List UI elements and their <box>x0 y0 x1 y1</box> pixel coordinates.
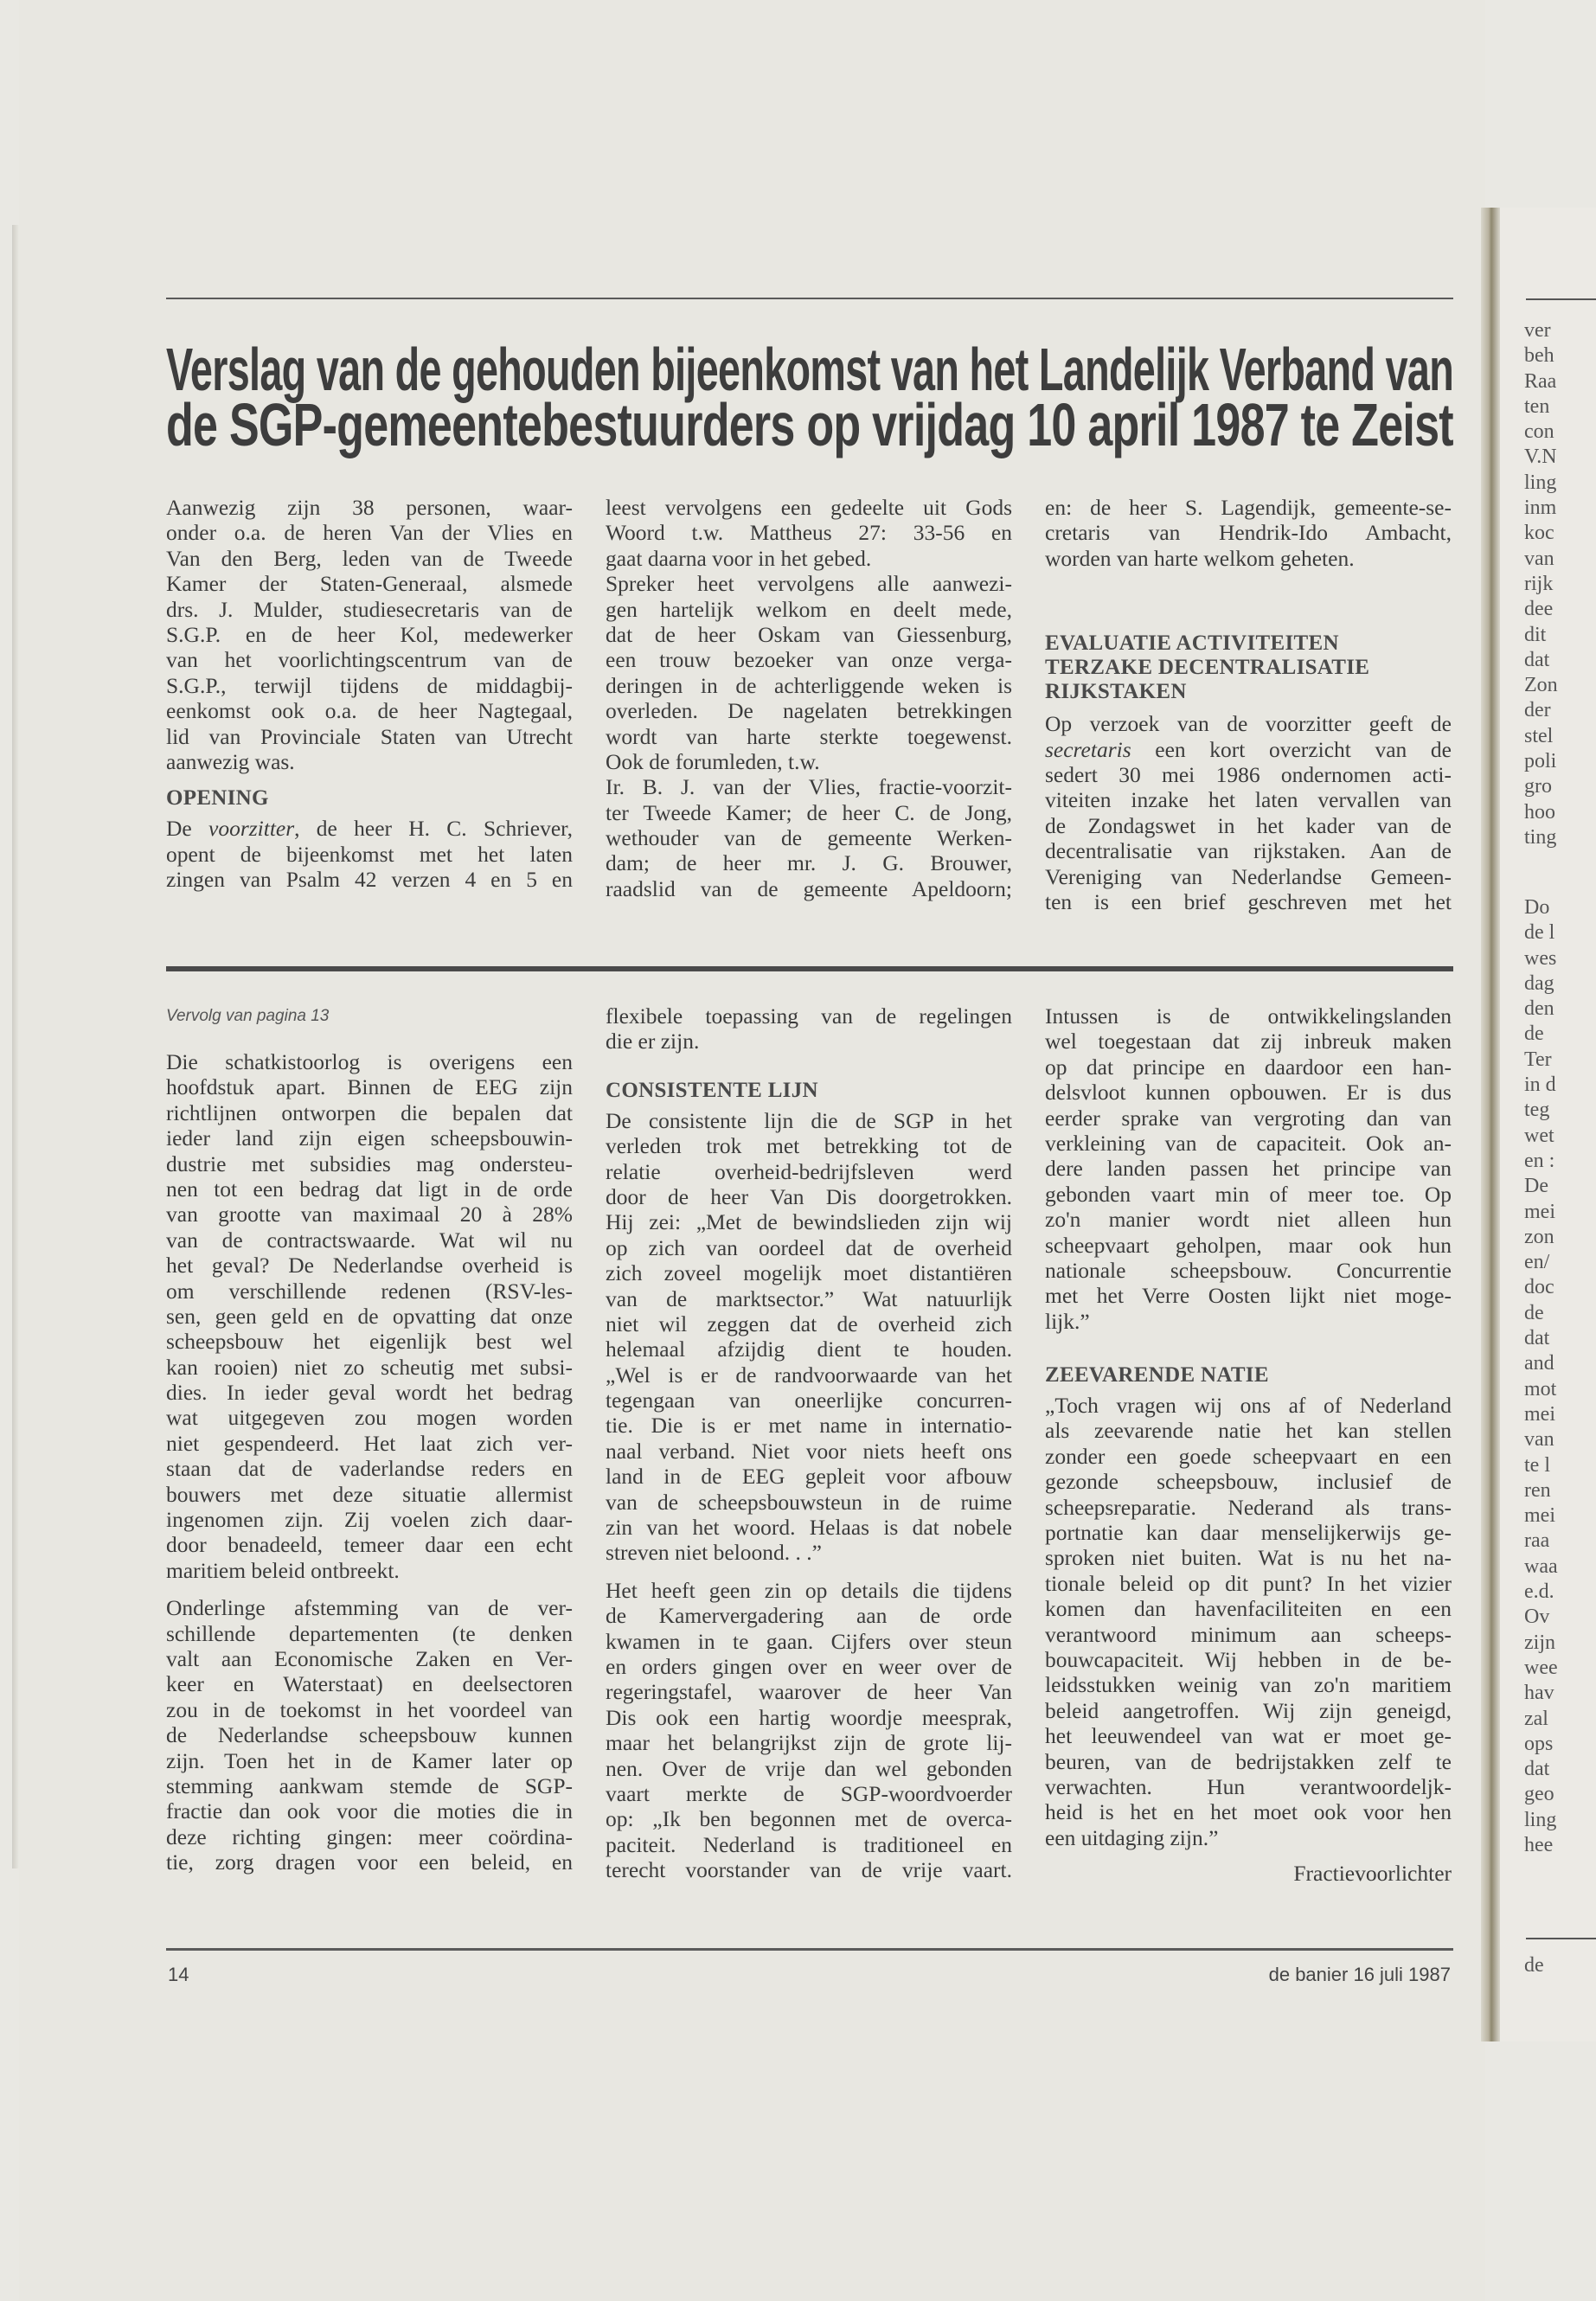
text-line: Onderlinge afstemming van de ver- <box>166 1595 573 1621</box>
text-line: stemming aankwam stemde de SGP- <box>166 1772 573 1798</box>
text-line: overleden. De nagelaten betrekkingen <box>606 698 1012 724</box>
fragment-line: hoo <box>1524 800 1555 824</box>
text-line: eenkomst ook o.a. de heer Nagtegaal, <box>166 698 573 724</box>
text-line: een trouw bezoeker van onze verga- <box>606 647 1012 673</box>
fragment-line: mei <box>1524 1200 1555 1223</box>
paragraph <box>606 1578 1012 1883</box>
fragment-line: mei <box>1524 1402 1555 1426</box>
fragment-line: ops <box>1524 1732 1554 1755</box>
text-line: terecht voorstander van de vrije vaart. <box>606 1857 1012 1883</box>
text-line: en orders gingen over en weer over de <box>606 1653 1012 1679</box>
fragment-line: in d <box>1524 1074 1556 1097</box>
bottom-rule <box>166 1948 1453 1951</box>
fragment-line: dat <box>1524 1758 1550 1781</box>
paragraph <box>1045 711 1452 914</box>
text-line: Op verzoek van de voorzitter geeft de <box>1045 711 1452 737</box>
heading-line: TERZAKE DECENTRALISATIE <box>1045 656 1370 680</box>
paragraph <box>166 816 573 892</box>
fragment-line: en : <box>1524 1149 1555 1172</box>
text-line: leidsstukken weinig van zo'n maritiem <box>1045 1672 1452 1698</box>
text-line: op dat principe en daardoor een han- <box>1045 1054 1452 1080</box>
fragment-line: wee <box>1524 1656 1558 1679</box>
text-line: als zeevarende natie het kan stellen <box>1045 1418 1452 1444</box>
text-line: tegengaan van oneerlijke concurren- <box>606 1388 1012 1413</box>
top-column-3 <box>1045 495 1452 914</box>
fragment-line: geo <box>1524 1783 1554 1806</box>
text-line: secretaris een kort overzicht van de <box>1045 736 1452 762</box>
text-line: portnatie kan daar menselijkerwijs ge- <box>1045 1520 1452 1546</box>
fragment-line: Zon <box>1524 674 1558 697</box>
fragment-line: gro <box>1524 775 1552 798</box>
text-line: „Toch vragen wij ons af of Nederland <box>1045 1393 1452 1419</box>
text-line: tionale beleid op dit punt? In het vizier <box>1045 1570 1452 1596</box>
fragment-line: waa <box>1524 1554 1558 1578</box>
text-line: zingen van Psalm 42 verzen 4 en 5 en <box>166 867 573 893</box>
fragment-line: mei <box>1524 1504 1555 1528</box>
text-line: Woord t.w. Mattheus 27: 33-56 en <box>606 520 1012 546</box>
text-line: De consistente lijn die de SGP in het <box>606 1107 1012 1133</box>
text-line: nationale scheepsbouw. Concurrentie <box>1045 1257 1452 1283</box>
text-line: van de scheepsbouwsteun in de ruime <box>606 1489 1012 1515</box>
section-divider-rule <box>166 966 1453 971</box>
paragraph <box>606 774 1012 901</box>
book-spine <box>1481 208 1500 2041</box>
heading-line: ZEEVARENDE NATIE <box>1045 1363 1269 1388</box>
fragment-line: e.d. <box>1524 1580 1554 1604</box>
text-line: op zich van oordeel dat de overheid <box>606 1234 1012 1260</box>
text-line: relatie overheid-bedrijfsleven werd <box>606 1158 1012 1184</box>
fragment-line: koc <box>1524 522 1554 545</box>
title-line: Verslag van de gehouden bijeenkomst van het Landelijk Verband van <box>166 336 1454 403</box>
fragment-line: den <box>1524 997 1554 1021</box>
text-line: ter Tweede Kamer; de heer C. de Jong, <box>606 799 1012 825</box>
text-line: S.G.P. en de heer Kol, medewerker <box>166 621 573 647</box>
text-line: zijn. Toen het in de Kamer later op <box>166 1747 573 1773</box>
fragment-line: der <box>1524 699 1551 722</box>
text-line: sproken niet buiten. Wat is nu het na- <box>1045 1545 1452 1571</box>
fragment-line: hee <box>1524 1833 1554 1856</box>
text-line: regeringstafel, waarover de heer Van <box>606 1679 1012 1705</box>
text-line: om verschillende redenen (RSV-les- <box>166 1278 573 1304</box>
paragraph <box>166 1595 573 1875</box>
text-line: hoofdstuk apart. Binnen de EEG zijn <box>166 1074 573 1100</box>
fragment-line: V.N <box>1524 445 1557 469</box>
text-line: kan rooien) niet zo scheutig met subsi- <box>166 1354 573 1380</box>
text-line: drs. J. Mulder, studiesecretaris van de <box>166 596 573 622</box>
text-line: het geval? De Nederlandse overheid is <box>166 1253 573 1279</box>
text-line: door benadeeld, temeer daar een echt <box>166 1532 573 1558</box>
continued-label: Vervolg van pagina 13 <box>166 1007 330 1025</box>
text-line: naal verband. Niet voor niets heeft ons <box>606 1438 1012 1464</box>
text-line: verantwoord minimum aan scheeps- <box>1045 1621 1452 1647</box>
text-line: lid van Provinciale Staten van Utrecht <box>166 723 573 749</box>
text-line: dam; de heer mr. J. G. Brouwer, <box>606 850 1012 876</box>
text-line: Kamer der Staten-Generaal, alsmede <box>166 571 573 597</box>
fragment-line: ten <box>1524 394 1550 418</box>
fragment-line: dat <box>1524 1327 1550 1350</box>
text-line: S.G.P., terwijl tijdens de middagbij- <box>166 672 573 698</box>
text-line: ten is een brief geschreven met het <box>1045 888 1452 914</box>
text-line: ieder land zijn eigen scheepsbouwin- <box>166 1125 573 1151</box>
text-line: Die schatkistoorlog is overigens een <box>166 1049 573 1074</box>
fragment-line: de <box>1524 1022 1544 1046</box>
adjacent-page-text-1 <box>1524 318 1558 850</box>
text-line: streven niet beloond. . .” <box>606 1540 822 1566</box>
fragment-line: ting <box>1524 825 1557 849</box>
bottom-column-2 <box>606 1003 1012 1883</box>
paragraph <box>1045 1003 1452 1334</box>
fragment-line: zal <box>1524 1707 1548 1730</box>
adjacent-page-footer-rule <box>1526 1938 1596 1939</box>
text-line: Hij zei: „Met de bewindslieden zijn wij <box>606 1209 1012 1235</box>
page-number: 14 <box>168 1964 189 1985</box>
text-line: eerder sprake van vergroting dan van <box>1045 1105 1452 1131</box>
fragment-line: dat <box>1524 648 1550 671</box>
text-line: gezonde scheepsbouw, inclusief de <box>1045 1469 1452 1495</box>
fragment-line: Ter <box>1524 1048 1552 1071</box>
text-line: scheepsbouw het eigenlijk best wel <box>166 1329 573 1355</box>
fragment-line: dee <box>1524 598 1554 621</box>
publication-date: de banier 16 juli 1987 <box>1268 1964 1451 1985</box>
text-line: Intussen is de ontwikkelingslanden <box>1045 1003 1452 1029</box>
text-line: die er zijn. <box>606 1029 700 1054</box>
fragment-line: van <box>1524 1428 1554 1452</box>
fragment-line: en/ <box>1524 1251 1550 1274</box>
text-line: raadslid van de gemeente Apeldoorn; <box>606 875 1012 901</box>
text-line: paciteit. Nederland is traditioneel en <box>606 1831 1012 1857</box>
text-line: sen, geen geld en de opvatting dat onze <box>166 1303 573 1329</box>
text-line: Aanwezig zijn 38 personen, waar- <box>166 495 573 520</box>
paragraph <box>606 749 1012 774</box>
fragment-line: ren <box>1524 1478 1551 1502</box>
text-line: kwamen in te gaan. Cijfers over steun <box>606 1628 1012 1654</box>
text-line: Spreker heet vervolgens alle aanwezi- <box>606 571 1012 597</box>
text-line: tie, zorg dragen voor een beleid, en <box>166 1849 573 1875</box>
fragment-line: de <box>1524 1301 1544 1324</box>
text-line: dere landen passen het principe van <box>1045 1156 1452 1182</box>
author-signature <box>1045 1861 1452 1886</box>
section-heading <box>1045 1363 1452 1388</box>
page-left-edge <box>12 225 19 1868</box>
text-line: vaart merkte de SGP-woordvoerder <box>606 1780 1012 1806</box>
text-line: Van den Berg, leden van de Tweede <box>166 545 573 571</box>
text-line: onder o.a. de heren Van der Vlies en <box>166 520 573 546</box>
bottom-column-1 <box>166 1003 573 1875</box>
fragment-line: dit <box>1524 623 1547 646</box>
fragment-line: Ov <box>1524 1606 1550 1629</box>
text-line: gaat daarna voor in het gebed. <box>606 545 872 571</box>
heading-line: CONSISTENTE LIJN <box>606 1078 818 1102</box>
adjacent-page <box>1500 208 1596 2041</box>
text-line: van de marktsector.” Wat natuurlijk <box>606 1285 1012 1311</box>
text-line: niet wil zeggen dat de overheid zich <box>606 1311 1012 1336</box>
heading-line: OPENING <box>166 786 269 811</box>
text-line: fractie dan ook voor die moties die in <box>166 1798 573 1824</box>
fragment-line: wet <box>1524 1124 1554 1147</box>
section-heading <box>1045 631 1452 704</box>
text-line: sedert 30 mei 1986 ondernomen acti- <box>1045 761 1452 787</box>
text-line: nen tot een bedrag dat ligt in de orde <box>166 1176 573 1202</box>
text-line: maritiem beleid ontbreekt. <box>166 1557 400 1583</box>
text-line: met het Verre Oosten lijkt niet moge- <box>1045 1283 1452 1309</box>
text-line: aanwezig was. <box>166 748 295 774</box>
text-line: richtlijnen ontworpen die bepalen dat <box>166 1099 573 1125</box>
text-line: door de heer Van Dis doorgetrokken. <box>606 1183 1012 1209</box>
text-line: worden van harte welkom geheten. <box>1045 545 1355 571</box>
text-line: de Zondagswet in het kader van de <box>1045 812 1452 838</box>
text-line: zou in de toekomst in het voordeel van <box>166 1696 573 1722</box>
adjacent-page-text-2 <box>1524 895 1558 1858</box>
fragment-line: wes <box>1524 946 1557 970</box>
text-line: helemaal afzijdig dient te houden. <box>606 1336 1012 1362</box>
fragment-line: rijk <box>1524 572 1554 595</box>
fragment-line: ling <box>1524 1808 1557 1831</box>
text-line: land in de EEG gepleit voor afbouw <box>606 1464 1012 1490</box>
fragment-line: ver <box>1524 319 1551 342</box>
fragment-line: zijn <box>1524 1631 1555 1654</box>
text-line: Vereniging van Nederlandse Gemeen- <box>1045 863 1452 889</box>
fragment-line: dag <box>1524 971 1554 995</box>
text-line: leest vervolgens een gedeelte uit Gods <box>606 495 1012 520</box>
text-line: verkleining van de capaciteit. Ook an- <box>1045 1130 1452 1156</box>
text-line: schillende departementen (te denken <box>166 1620 573 1646</box>
text-line: staan dat de vaderlandse reders en <box>166 1456 573 1482</box>
fragment-line: te l <box>1524 1453 1550 1477</box>
fragment-line: teg <box>1524 1099 1550 1122</box>
text-line: wethouder van de gemeente Werken- <box>606 825 1012 851</box>
text-line: beleid aangetroffen. Wij zijn geneigd, <box>1045 1697 1452 1723</box>
text-line: deringen in de achterliggende weken is <box>606 672 1012 698</box>
fragment-line: hav <box>1524 1682 1554 1705</box>
text-line: valt aan Economische Zaken en Ver- <box>166 1645 573 1671</box>
paragraph <box>606 495 1012 571</box>
fragment-line: beh <box>1524 344 1554 368</box>
section-heading <box>166 786 573 811</box>
text-line: de Nederlandse scheepsbouw kunnen <box>166 1722 573 1748</box>
text-line: gebonden vaart min of meer toe. Op <box>1045 1181 1452 1207</box>
text-line: zich zoveel mogelijk moet distantiëren <box>606 1260 1012 1286</box>
continued-from-label <box>166 1003 573 1029</box>
fragment-line: ling <box>1524 471 1557 494</box>
fragment-line: inm <box>1524 497 1557 520</box>
fragment-line: de l <box>1524 921 1555 945</box>
text-line: ingenomen zijn. Zij voelen zich daar- <box>166 1507 573 1533</box>
fragment-line: poli <box>1524 750 1557 773</box>
text-line: scheepsreparatie. Nederand als trans- <box>1045 1494 1452 1520</box>
top-rule <box>166 298 1453 299</box>
fragment-line: doc <box>1524 1276 1554 1299</box>
text-line: bouwers met deze situatie allermist <box>166 1481 573 1507</box>
text-line: Dis ook een hartig woordje meesprak, <box>606 1704 1012 1730</box>
text-line: komen dan havenfaciliteiten en een <box>1045 1596 1452 1622</box>
text-line: heid is het en het moet ook voor hen <box>1045 1799 1452 1825</box>
bottom-column-3 <box>1045 1003 1452 1887</box>
text-line: deze richting gingen: meer coördina- <box>166 1823 573 1849</box>
fragment-line: stel <box>1524 724 1554 747</box>
text-line: delsvloot kunnen opbouwen. Er is dus <box>1045 1080 1452 1106</box>
text-line: wel toegestaan dat zij inbreuk maken <box>1045 1029 1452 1054</box>
text-line: Het heeft geen zin op details die tijdens <box>606 1577 1012 1603</box>
top-column-1 <box>166 495 573 892</box>
heading-line: RIJKSTAKEN <box>1045 680 1187 704</box>
paragraph <box>166 1049 573 1583</box>
text-line: dies. In ieder geval wordt het bedrag <box>166 1380 573 1406</box>
text-line: verleden trok met betrekking tot de <box>606 1133 1012 1159</box>
paragraph <box>606 1003 1012 1054</box>
text-line: lijk.” <box>1045 1308 1090 1334</box>
text-line: zonder een goede scheepvaart en een <box>1045 1443 1452 1469</box>
text-line: decentralisatie van rijkstaken. Aan de <box>1045 838 1452 864</box>
text-line: nen. Over de vrije dan wel gebonden <box>606 1755 1012 1781</box>
text-line: keer en Waterstaat) en deelsectoren <box>166 1671 573 1697</box>
text-line: beuren, van de bedrijstakken zelf te <box>1045 1748 1452 1774</box>
text-line: zo'n manier wordt niet alleen hun <box>1045 1207 1452 1233</box>
text-line: „Wel is er de randvoorwaarde van het <box>606 1362 1012 1388</box>
paragraph <box>1045 495 1452 571</box>
text-line: Ook de forumleden, t.w. <box>606 748 820 774</box>
text-line: Ir. B. J. van der Vlies, fractie-voorzit- <box>606 774 1012 800</box>
text-line: gen hartelijk welkom en deelt mede, <box>606 596 1012 622</box>
fragment-line: raa <box>1524 1529 1550 1553</box>
paragraph <box>606 571 1012 749</box>
text-line: dat de heer Oskam van Giessenburg, <box>606 621 1012 647</box>
fragment-line: van <box>1524 547 1554 570</box>
text-line: een uitdaging zijn.” <box>1045 1824 1219 1850</box>
fragment-line: con <box>1524 420 1554 444</box>
text-line: dustrie met subsidies mag ondersteu- <box>166 1150 573 1176</box>
text-line: tie. Die is er met name in internatio- <box>606 1413 1012 1439</box>
text-line: viteiten inzake het laten vervallen van <box>1045 787 1452 813</box>
text-line: cretaris van Hendrik-Ido Ambacht, <box>1045 520 1452 546</box>
paragraph <box>606 1108 1012 1566</box>
text-line: op: „Ik ben begonnen met de overca- <box>606 1806 1012 1832</box>
text-line: De voorzitter, de heer H. C. Schriever, <box>166 816 573 842</box>
fragment-line: mot <box>1524 1377 1557 1400</box>
fragment-line: De <box>1524 1175 1548 1198</box>
text-line: wat uitgegeven zou mogen worden <box>166 1405 573 1431</box>
top-column-2 <box>606 495 1012 901</box>
text-line: zin van het woord. Helaas is dat nobele <box>606 1515 1012 1541</box>
paragraph <box>1045 1393 1452 1850</box>
adjacent-page-rule <box>1526 298 1596 300</box>
text-line: bouwcapaciteit. Wij hebben in de be- <box>1045 1646 1452 1672</box>
text-line: van de contractswaarde. Wat wil nu <box>166 1227 573 1253</box>
text-line: flexibele toepassing van de regelingen <box>606 1003 1012 1029</box>
fragment-line: and <box>1524 1352 1554 1375</box>
text-line: verwachten. Hun verantwoordeljk- <box>1045 1773 1452 1799</box>
text-line: van het voorlichtingscentrum van de <box>166 647 573 673</box>
text-line: het leeuwendeel van wat er moet ge- <box>1045 1723 1452 1749</box>
text-line: en: de heer S. Lagendijk, gemeente-se- <box>1045 495 1452 520</box>
text-line: maar het belangrijkst zijn de grote lij- <box>606 1730 1012 1756</box>
fragment-line: zon <box>1524 1225 1554 1248</box>
text-line: de Kamervergadering aan de orde <box>606 1603 1012 1629</box>
paragraph <box>166 495 573 774</box>
text-line: wordt van harte sterkte toegewenst. <box>606 723 1012 749</box>
signature: Fractievoorlichter <box>1293 1861 1452 1887</box>
heading-line: EVALUATIE ACTIVITEITEN <box>1045 631 1339 656</box>
title-line: de SGP-gemeentebestuurders op vrijdag 10 april 1987 te Zeist <box>166 391 1453 458</box>
fragment-line: Do <box>1524 896 1550 919</box>
text-line: niet gespendeerd. Het laat zich ver- <box>166 1430 573 1456</box>
text-line: van grootte van maximaal 20 à 28% <box>166 1202 573 1227</box>
text-line: scheepvaart geholpen, maar ook hun <box>1045 1232 1452 1258</box>
section-heading <box>606 1079 1012 1103</box>
fragment-line: Raa <box>1524 369 1557 393</box>
article-title <box>166 336 1454 458</box>
adjacent-page-footer: de <box>1524 1954 1544 1977</box>
text-line: opent de bijeenkomst met het laten <box>166 841 573 867</box>
